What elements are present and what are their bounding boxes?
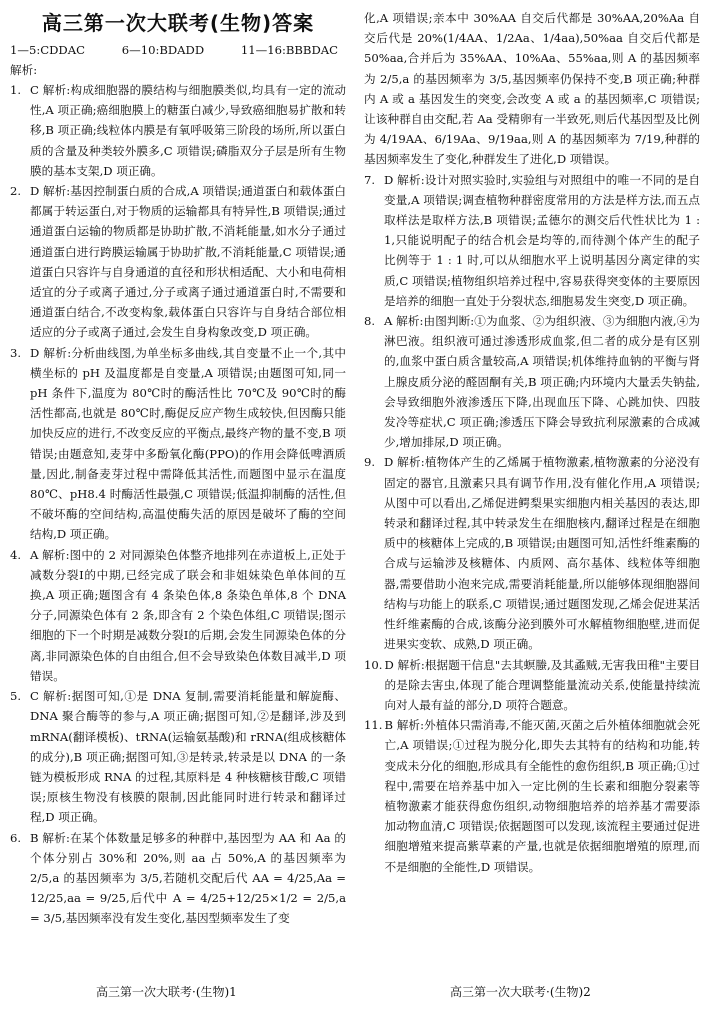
analysis-item-6-continued [364,8,700,170]
item-text: A 解析:由图判断:①为血浆、②为组织液、③为细胞内液,④为淋巴液。组织液可通过渗透形成血浆,但二者的成分是有区别的,血浆中蛋白质含量较高,A 项错误;机体维持血钠的平衡与肾上腺皮质分泌的醛固酮有关,B 项正确;内环境内大量丢失钠盐,会导致细胞外液渗透压下降,出现血压下降、心跳加快、四肢发冷等症状,C 项正确;渗透压下降会导致抗利尿激素的合成减少,增加排尿,D 项正确。 [384,314,700,450]
item-text: D 解析:植物体产生的乙烯属于植物激素,植物激素的分泌没有固定的器官,且激素只具有调节作用,没有催化作用,A 项错误;从图中可以看出,乙烯促进鳄梨果实细胞内相关基因的表达,即转录和翻译过程,其中转录发生在细胞核内,翻译过程是在细胞质中的核糖体上完成的,B 项错误;由题图可知,活性纤维素酶的合成与运输涉及核糖体、内质网、高尔基体、线粒体等细胞器,需要借助小泡来完成,需要消耗能量,所以能够体现细胞器间结构与功能上的联系,C 项错误;通过题图发现,乙烯会促进某活性纤维素酶的合成,该酶分泌到膜外可水解植物细胞壁,进而促进果实变软、成熟,D 项正确。 [384,455,700,652]
analysis-item-10 [364,655,700,716]
item-text: D 解析:分析曲线图,为单坐标多曲线,其自变量不止一个,其中横坐标的 pH 及温度都是自变量,A 项错误;由题图可知,同一 pH 条件下,温度为 80℃时的酶活性比 70℃及 90℃时的酶活性都高,也就是 80℃时,酶促反应产物生成较快,但因酶只能加快反应的进行,不改变反应的平衡点,最终产物的量不变,B 项错误;由题意知,麦芽中多酚氧化酶(PPO)的作用会降低啤酒质量,因此,制备麦芽过程中需降低其活性,而题图中显示在温度 80℃、pH8.4 时酶活性最强,C 项错误;低温抑制酶的活性,但不破坏酶的空间结构,高温使酶失活的原因是破坏了酶的空间结构,D 项正确。 [30,345,346,542]
item-number: 1. [10,83,22,97]
item-text: 化,A 项错误;亲本中 30%AA 自交后代都是 30%AA,20%Aa 自交后代是 20%(1/4AA、1/2Aa、1/4aa),50%aa 自交后代都是 50%aa,合并后为 35%AA、10%Aa、55%aa,则 A 的基因频率为 2/5,a 的基因频率为 3/5,基因频率仍保持不变,B 项正确;种群内 A 或 a 基因发生的突变,会改变 A 或 a 的基因频率,C 项错误;让该种群自由交配,若 Aa 受精卵有一半致死,则后代基因型及比例为 4/19AA、6/19Aa、9/19aa,则 A 的基因频率为 7/19,种群的基因频率发生了变化,种群发生了进化,D 项错误。 [364,11,700,167]
answer-key-11-16: 11—16:BBBDAC [240,43,338,57]
item-number: 3. [10,345,22,360]
item-number: 8. [364,314,376,329]
item-number: 9. [364,455,376,470]
item-text: D 解析:设计对照实验时,实验组与对照组中的唯一不同的是自变量,A 项错误;调查植物种群密度常用的方法是样方法,而五点取样法是取样方法,B 项错误;孟德尔的测交后代性状比为 1 : 1,只能说明配子的结合机会是均等的,而待测个体产生的配子比例等于 1 : 1 时,可以从细胞水平上说明基因分离定律的实质,C 项错误;植物组织培养过程中,容易获得突变体的主要原因是培养的细胞一直处于分裂状态,细胞易发生突变,D 项正确。 [384,172,700,308]
analysis-item-6 [10,828,346,929]
page-title: 高三第一次大联考(生物)答案 [41,11,315,35]
item-text: D 解析:根据题干信息"去其螟螣,及其蟊贼,无害我田稚"主要目的是除去害虫,体现了能合理调整能量流动关系,使能量持续流向对人最有益的部分,D 项符合题意。 [384,657,700,712]
analysis-item-7 [364,170,700,311]
analysis-item-4 [10,545,346,686]
item-number: 6. [10,830,22,845]
item-text: A 解析:图中的 2 对同源染色体整齐地排列在赤道板上,正处于减数分裂Ⅰ的中期,已经完成了联会和非姐妹染色单体间的互换,A 项正确;题图含有 4 条染色体,8 条染色单体,8 个 DNA 分子,同源染色体有 2 条,即含有 2 个染色体组,C 项错误;图示细胞的下一个时期是减数分裂Ⅰ的后期,会发生同源染色体的分离,非同源染色体的自由组合,但不会导致染色体数目减半,D 项错误。 [30,547,346,683]
analysis-item-2 [10,181,346,343]
answer-key-row [10,40,346,60]
answer-key-1-5: 1—5:CDDAC [10,43,85,57]
item-text: B 解析:在某个体数量足够多的种群中,基因型为 AA 和 Aa 的个体分别占 30%和 20%,则 aa 占 50%,A 的基因频率为 2/5,a 的基因频率为 3/5,若随机交配后代 AA = 4/25,Aa = 12/25,aa = 9/25,后代中 A = 4/25+12/25×1/2 = 2/5,a = 3/5,基因频率没有发生变化,基因型频率发生了变 [30,830,346,926]
item-number: 5. [10,689,22,704]
page-footer-left: 高三第一次大联考·(生物)1 [96,985,237,999]
item-text: B 解析:外植体只需消毒,不能灭菌,灭菌之后外植体细胞就会死亡,A 项错误;①过程为脱分化,即失去其特有的结构和功能,转变成未分化的细胞,形成具有全能性的愈伤组织,B 项正确;①过程中,需要在培养基中加入一定比例的生长素和细胞分裂素等植物激素才能获得愈伤组织,动物细胞培养的培养基才需要添加动物血清,C 项错误;依据题图可以发现,该流程主要通过促进细胞增殖来提高紫草素的产量,也就是依据细胞增殖的原理,而不是细胞的全能性,D 项错误。 [384,718,700,874]
item-number: 7. [364,172,376,187]
analysis-item-8 [364,311,700,452]
analysis-item-3 [10,343,346,545]
left-column [10,8,346,929]
item-text: C 解析:据图可知,①是 DNA 复制,需要消耗能量和解旋酶、DNA 聚合酶等的参与,A 项正确;据图可知,②是翻译,涉及到 mRNA(翻译模板)、tRNA(运输氨基酸)和 rRNA(组成核糖体的成分),B 项正确;据图可知,③是转录,转录是以 DNA 的一条链为模板形成 RNA 的过程,其原料是 4 种核糖核苷酸,C 项错误;原核生物没有核膜的限制,因此能同时进行转录和翻译过程,D 项正确。 [30,689,346,825]
item-text: D 解析:基因控制蛋白质的合成,A 项错误;通道蛋白和载体蛋白都属于转运蛋白,对于物质的运输都具有特异性,B 项错误;通过通道蛋白运输的物质都是协助扩散,不消耗能量,如水分子通过通道蛋白进行跨膜运输属于协助扩散,不消耗能量,C 项错误;通道蛋白只容许与自身通道的直径和形状相适配、大小和电荷相适宜的分子或离子通过,分子或离子通过通道蛋白时,不需要和通道蛋白结合,不改变构象,载体蛋白只容许与自身结合部位相适应的分子或离子通过,会发生自身构象改变,D 项正确。 [30,184,346,340]
analysis-item-1 [10,80,346,181]
item-number: 11. [364,718,383,733]
item-number: 4. [10,547,22,562]
item-text: C 解析:构成细胞器的膜结构与细胞膜类似,均具有一定的流动性,A 项正确;癌细胞膜上的糖蛋白减少,导致癌细胞易扩散和转移,B 项正确;线粒体内膜是有氧呼吸第三阶段的场所,所以蛋白质的含量及种类较外膜多,C 项错误;磷脂双分子层是所有生物膜的基本支架,D 项正确。 [30,83,346,178]
answer-key-6-10: 6—10:BDADD [121,43,205,57]
item-number: 10. [364,657,383,672]
page-footer-right: 高三第一次大联考·(生物)2 [450,985,591,999]
analysis-label: 解析: [10,63,38,77]
item-number: 2. [10,184,22,199]
analysis-item-9 [364,452,700,654]
analysis-item-5 [10,686,346,827]
right-column [364,8,700,877]
analysis-item-11 [364,715,700,877]
